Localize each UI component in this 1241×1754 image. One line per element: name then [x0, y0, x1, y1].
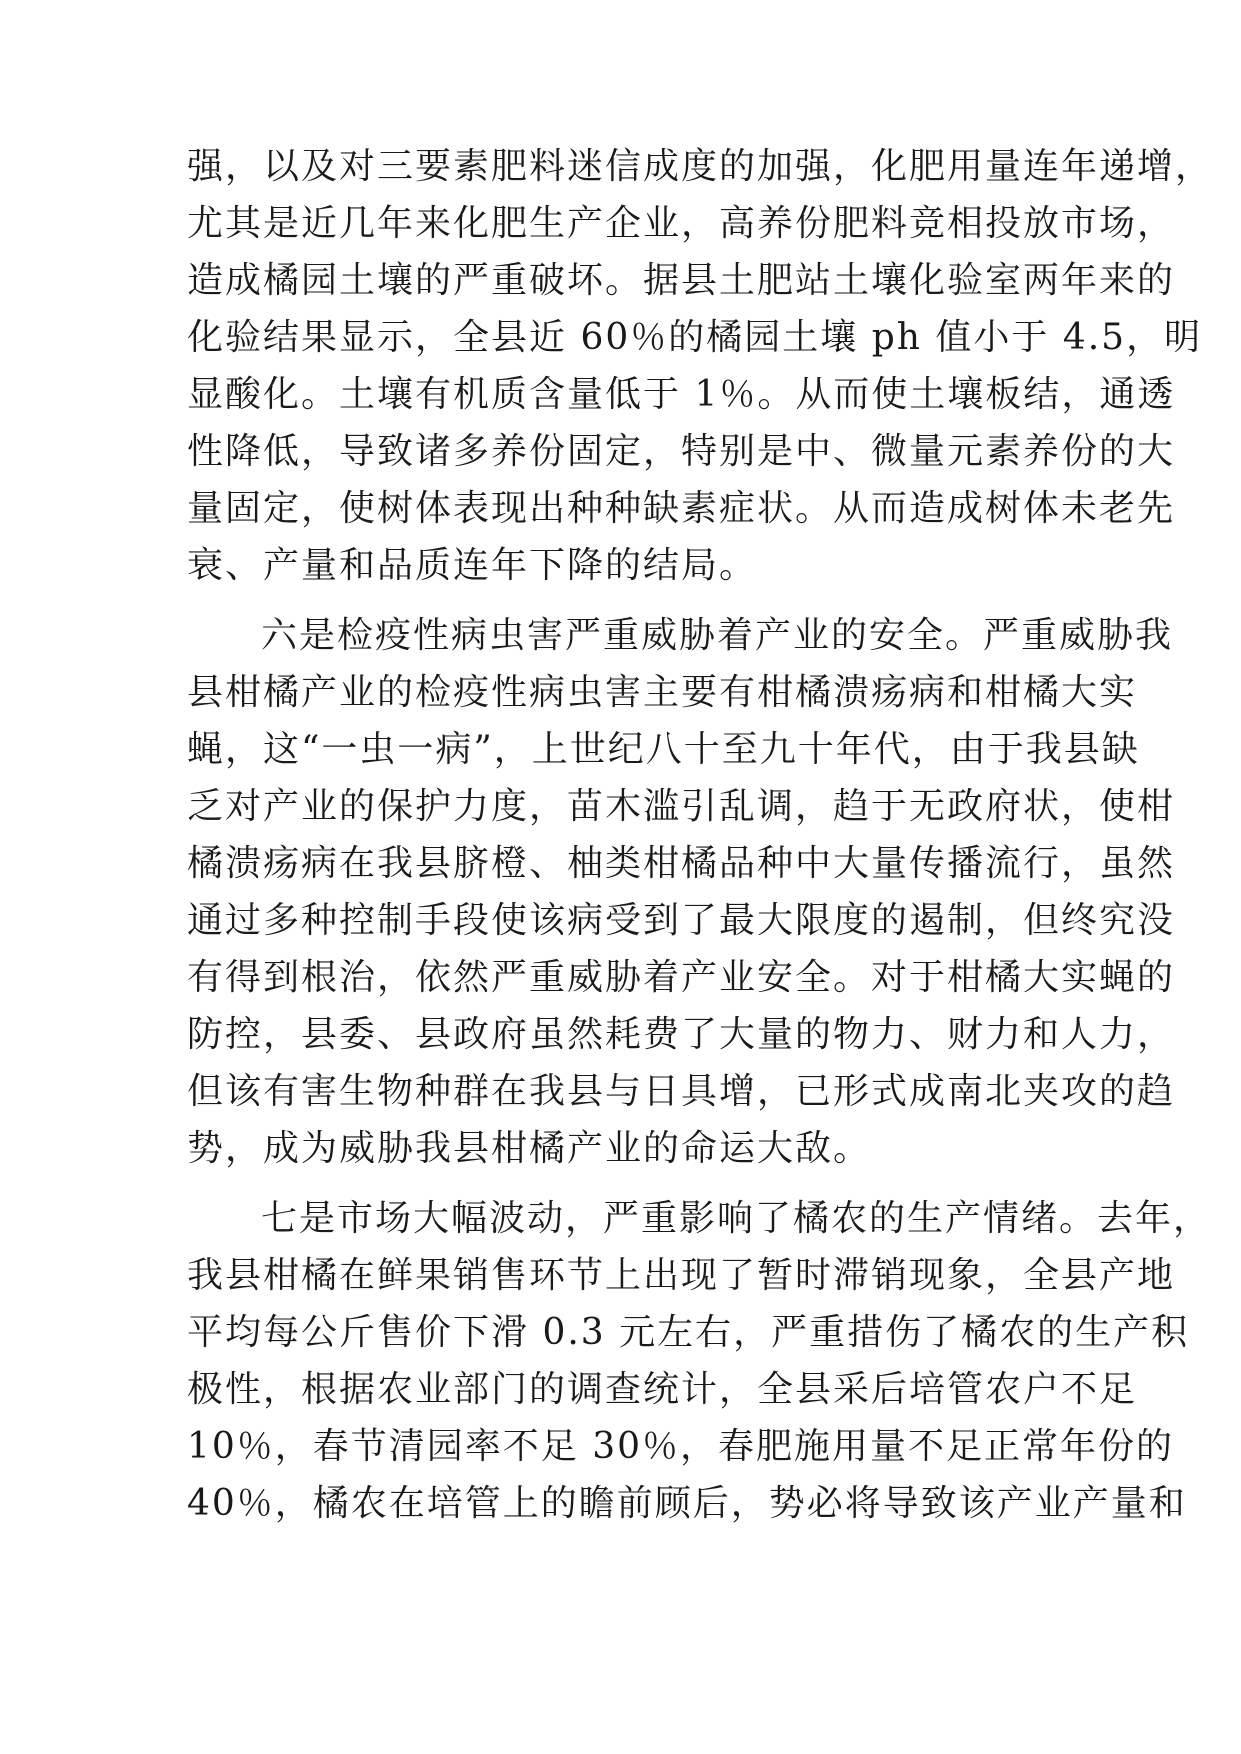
text-line: 橘溃疡病在我县脐橙、柚类柑橘品种中大量传播流行，虽然 [187, 843, 1176, 884]
text-line: 化验结果显示，全县近 60％的橘园土壤 ph 值小于 4.5，明 [187, 317, 1203, 358]
document-body [187, 138, 1214, 1532]
text-line: 县柑橘产业的检疫性病虫害主要有柑橘溃疡病和柑橘大实 [187, 672, 1138, 713]
text-line: 40％，橘农在培管上的瞻前顾后，势必将导致该产业产量和 [187, 1483, 1187, 1524]
text-line: 10％，春节清园率不足 30％，春肥施用量不足正常年份的 [187, 1426, 1175, 1467]
text-line: 尤其是近几年来化肥生产企业，高养份肥料竞相投放市场， [187, 203, 1176, 244]
text-line: 蝇，这“一虫一病”，上世纪八十至九十年代，由于我县缺 [187, 729, 1140, 770]
text-line: 性降低，导致诸多养份固定，特别是中、微量元素养份的大 [187, 431, 1176, 472]
text-line: 乏对产业的保护力度，苗木滥引乱调，趋于无政府状，使柑 [187, 786, 1176, 827]
text-line: 衰、产量和品质连年下降的结局。 [187, 545, 758, 586]
text-line: 七是市场大幅波动，严重影响了橘农的生产情绪。去年， [261, 1198, 1212, 1239]
text-line: 防控，县委、县政府虽然耗费了大量的物力、财力和人力， [187, 1014, 1176, 1055]
text-line: 我县柑橘在鲜果销售环节上出现了暂时滞销现象，全县产地 [187, 1255, 1176, 1296]
paragraph-quarantine-pests [187, 607, 1176, 1177]
text-line: 造成橘园土壤的严重破坏。据县土肥站土壤化验室两年来的 [187, 260, 1176, 301]
text-line: 显酸化。土壤有机质含量低于 1％。从而使土壤板结，通透 [187, 374, 1176, 415]
text-line: 平均每公斤售价下滑 0.3 元左右，严重措伤了橘农的生产积 [187, 1312, 1190, 1353]
paragraph-soil-acidification [187, 138, 1214, 594]
text-line: 量固定，使树体表现出种种缺素症状。从而造成树体未老先 [187, 488, 1176, 529]
text-line: 通过多种控制手段使该病受到了最大限度的遏制，但终究没 [187, 900, 1176, 941]
text-line: 强，以及对三要素肥料迷信成度的加强，化肥用量连年递增， [187, 146, 1214, 187]
paragraph-market-fluctuation [187, 1190, 1212, 1532]
text-line: 但该有害生物种群在我县与日具增，已形式成南北夹攻的趋 [187, 1071, 1176, 1112]
text-line: 势，成为威胁我县柑橘产业的命运大敌。 [187, 1128, 872, 1169]
text-line: 有得到根治，依然严重威胁着产业安全。对于柑橘大实蝇的 [187, 957, 1176, 998]
text-line: 极性，根据农业部门的调查统计，全县采后培管农户不足 [187, 1369, 1138, 1410]
text-line: 六是检疫性病虫害严重威胁着产业的安全。严重威胁我 [261, 615, 1174, 656]
